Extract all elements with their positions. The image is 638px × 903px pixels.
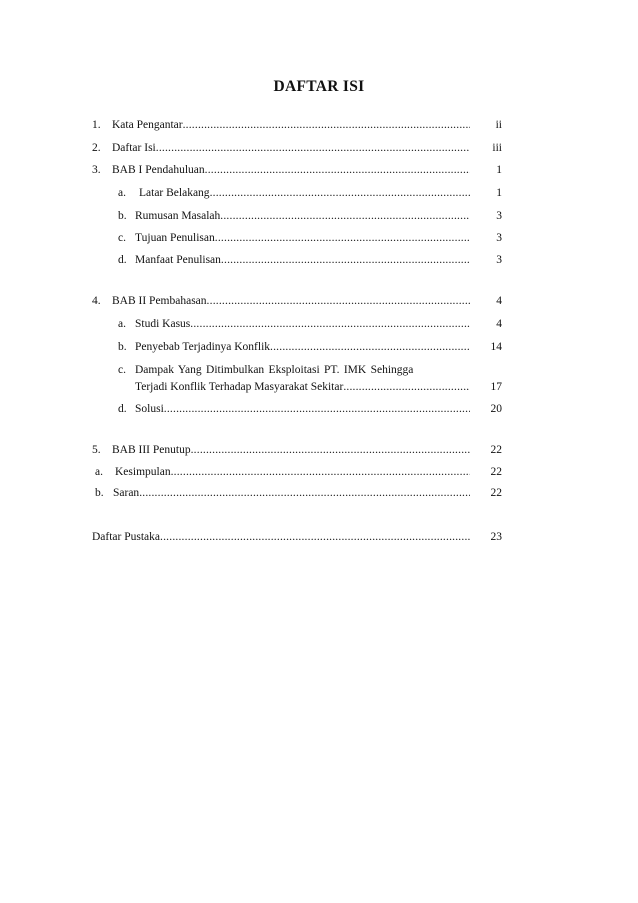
- toc-entry: [135, 380, 470, 394]
- entry-number: 4.: [92, 295, 101, 307]
- entry-page-number: 3: [496, 254, 502, 266]
- entry-page-number: 1: [496, 164, 502, 176]
- entry-page-number: 3: [496, 232, 502, 244]
- entry-number: b.: [118, 210, 127, 222]
- toc-entry: [118, 317, 470, 331]
- entry-page-number: 20: [490, 403, 502, 415]
- entry-label: Latar Belakang: [139, 187, 210, 199]
- entry-page-number: 17: [490, 381, 502, 393]
- entry-number: b.: [118, 341, 127, 353]
- toc-entry: [118, 231, 470, 245]
- entry-number: 3.: [92, 164, 101, 176]
- toc-entry: [118, 186, 470, 200]
- toc-entry-number: c.: [118, 364, 126, 376]
- toc-entry: [92, 141, 470, 155]
- dot-leader: [139, 486, 470, 500]
- entry-number: c.: [118, 232, 126, 244]
- dot-leader: [191, 443, 470, 457]
- entry-label: Penyebab Terjadinya Konflik: [135, 341, 271, 353]
- entry-label: BAB III Penutup: [112, 444, 191, 456]
- entry-number: 1.: [92, 119, 101, 131]
- entry-label: Studi Kasus: [135, 318, 191, 330]
- entry-number: a.: [95, 466, 103, 478]
- entry-number: 2.: [92, 142, 101, 154]
- entry-label-line1: Dampak Yang Ditimbulkan Eksploitasi PT. IMK Sehingga: [135, 364, 414, 376]
- toc-entry: [118, 402, 470, 416]
- toc-entry: [92, 118, 470, 132]
- dot-leader: [190, 317, 470, 331]
- entry-page-number: 22: [490, 487, 502, 499]
- entry-label: Daftar Pustaka: [92, 531, 161, 543]
- toc-entry: [92, 530, 470, 544]
- entry-number: b.: [95, 487, 104, 499]
- dot-leader: [156, 141, 470, 155]
- dot-leader: [183, 118, 470, 132]
- entry-page-number: 3: [496, 210, 502, 222]
- entry-label: Terjadi Konflik Terhadap Masyarakat Sekitar: [135, 381, 344, 393]
- entry-label: Manfaat Penulisan: [135, 254, 221, 266]
- entry-page-number: 1: [496, 187, 502, 199]
- entry-number: 5.: [92, 444, 101, 456]
- entry-label: Rumusan Masalah: [135, 210, 221, 222]
- document-title: DAFTAR ISI: [273, 78, 365, 95]
- entry-number: d.: [118, 403, 127, 415]
- dot-leader: [343, 380, 470, 394]
- toc-entry: [118, 209, 470, 223]
- entry-label: Tujuan Penulisan: [135, 232, 215, 244]
- dot-leader: [270, 340, 470, 354]
- toc-entry: [118, 253, 470, 267]
- entry-label: Solusi: [135, 403, 164, 415]
- entry-page-number: iii: [492, 142, 502, 154]
- dot-leader: [210, 186, 470, 200]
- toc-entry: [92, 163, 470, 177]
- entry-page-number: 14: [490, 341, 502, 353]
- dot-leader: [215, 231, 470, 245]
- entry-page-number: 22: [490, 444, 502, 456]
- dot-leader: [220, 209, 470, 223]
- entry-label: BAB I Pendahuluan: [112, 164, 205, 176]
- dot-leader: [207, 294, 470, 308]
- entry-page-number: ii: [495, 119, 502, 131]
- entry-page-number: 23: [490, 531, 502, 543]
- toc-entry: [92, 443, 470, 457]
- entry-page-number: 22: [490, 466, 502, 478]
- entry-label: Daftar Isi: [112, 142, 156, 154]
- entry-page-number: 4: [496, 295, 502, 307]
- entry-number: d.: [118, 254, 127, 266]
- entry-number: a.: [118, 187, 126, 199]
- toc-entry: [118, 340, 470, 354]
- entry-number: a.: [118, 318, 126, 330]
- toc-entry: [92, 294, 470, 308]
- entry-page-number: 4: [496, 318, 502, 330]
- toc-entry: [95, 486, 470, 500]
- entry-label: BAB II Pembahasan: [112, 295, 207, 307]
- dot-leader: [160, 530, 470, 544]
- dot-leader: [205, 163, 470, 177]
- entry-label: Kesimpulan: [115, 466, 171, 478]
- dot-leader: [221, 253, 470, 267]
- dot-leader: [171, 465, 470, 479]
- entry-label: Kata Pengantar: [112, 119, 183, 131]
- entry-label: Saran: [113, 487, 140, 499]
- toc-entry: [95, 465, 470, 479]
- dot-leader: [164, 402, 470, 416]
